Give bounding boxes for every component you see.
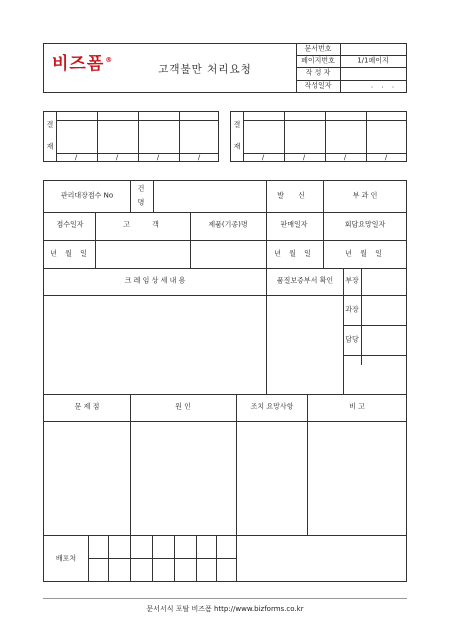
approval-box-right	[230, 111, 407, 162]
meta-divider	[340, 43, 341, 93]
problem-label: 문 제 점	[74, 402, 100, 411]
brand-logo	[52, 56, 113, 73]
section-chief-label: 과장	[345, 305, 359, 314]
form-rule	[130, 180, 131, 212]
approval-date-slash: /	[384, 153, 388, 162]
approval-col-divider	[325, 111, 326, 162]
document-title: 고객불만 처리요청	[158, 63, 252, 76]
qa-confirm-label: 품질보증부서 확인	[276, 276, 334, 285]
approval-date-rule	[243, 153, 407, 154]
receipt-date-value[interactable]: 년 월 일	[50, 249, 90, 258]
subject-label-bottom: 명	[137, 198, 145, 207]
dept-head-label: 부장	[345, 276, 359, 285]
approval-col-divider	[366, 111, 367, 162]
cause-field[interactable]	[131, 422, 235, 534]
approval-date-slash: /	[197, 153, 201, 162]
approval-label-top: 결	[233, 120, 241, 129]
form-rule	[343, 268, 344, 394]
date-written-label: 작성일자	[304, 81, 332, 90]
approval-label-divider	[56, 111, 57, 162]
approval-col-divider	[97, 111, 98, 162]
registered-mark: ®	[105, 56, 114, 64]
approval-date-slash: /	[261, 153, 265, 162]
logo-text: 비즈폼	[52, 54, 105, 74]
action-field[interactable]	[237, 422, 306, 534]
approval-label-divider	[243, 111, 244, 162]
doc-number-label: 문서번호	[304, 44, 332, 53]
approval-title-rule	[56, 120, 219, 121]
header-divider	[296, 43, 297, 93]
footer-text: 문서서식 포탈 비즈폼 http://www.bizforms.co.kr	[146, 605, 304, 613]
remarks-field[interactable]	[308, 422, 406, 534]
approval-date-slash: /	[343, 153, 347, 162]
approval-col-divider	[179, 111, 180, 162]
approval-col-divider	[138, 111, 139, 162]
customer-field[interactable]	[96, 241, 189, 267]
form-rule	[43, 212, 407, 213]
product-label: 제품(기종)명	[208, 220, 248, 229]
mgmt-no-label: 관리대장접수 No	[60, 191, 114, 200]
approval-col-divider	[284, 111, 285, 162]
date-written-value[interactable]: . . .	[370, 81, 398, 90]
distribution-label: 배포처	[55, 554, 77, 563]
form-rule	[43, 535, 407, 536]
footer-rule	[43, 598, 407, 599]
approval-box-left	[43, 111, 219, 162]
sales-date-label: 판매일자	[280, 220, 308, 229]
dept-label: 부 과 인	[352, 191, 378, 200]
form-rule	[343, 355, 407, 356]
approval-date-slash: /	[115, 153, 119, 162]
form-rule	[43, 394, 407, 395]
approval-label-bottom: 재	[46, 142, 54, 151]
form-rule	[43, 268, 407, 269]
problem-field[interactable]	[44, 422, 129, 534]
subject-label-top: 건	[137, 184, 145, 193]
subject-field[interactable]	[154, 181, 265, 211]
page-number-value: 1/1페이지	[357, 56, 389, 65]
receipt-date-label: 접수일자	[56, 220, 84, 229]
author-label: 작 성 자	[305, 68, 331, 77]
form-rule	[343, 325, 407, 326]
qa-confirm-field[interactable]	[267, 296, 342, 393]
action-label: 조치 요망사항	[250, 402, 294, 411]
reply-date-value[interactable]: 년 월 일	[345, 249, 385, 258]
product-field[interactable]	[191, 241, 265, 267]
sender-label: 발 신	[277, 191, 311, 200]
cause-label: 원 인	[175, 402, 191, 411]
approval-title-rule	[243, 120, 407, 121]
form-rule	[88, 558, 236, 559]
claim-detail-field[interactable]	[44, 296, 265, 393]
form-rule	[343, 295, 407, 296]
page-number-label: 페이지번호	[301, 56, 335, 65]
in-charge-label: 담당	[345, 335, 359, 344]
approval-date-slash: /	[302, 153, 306, 162]
claim-detail-label: 크 레 임 상 세 내 용	[124, 276, 186, 285]
form-rule	[361, 268, 362, 365]
sales-date-value[interactable]: 년 월 일	[274, 249, 314, 258]
reply-date-label: 회답요망일자	[344, 220, 386, 229]
customer-label: 고 객	[123, 220, 169, 229]
approval-date-slash: /	[156, 153, 160, 162]
form-rule	[323, 180, 324, 212]
approval-label-top: 결	[46, 120, 54, 129]
form-rule	[266, 180, 267, 212]
remarks-label: 비 고	[349, 402, 365, 411]
approval-date-slash: /	[74, 153, 78, 162]
approval-label-bottom: 재	[233, 142, 241, 151]
approval-date-rule	[56, 153, 219, 154]
